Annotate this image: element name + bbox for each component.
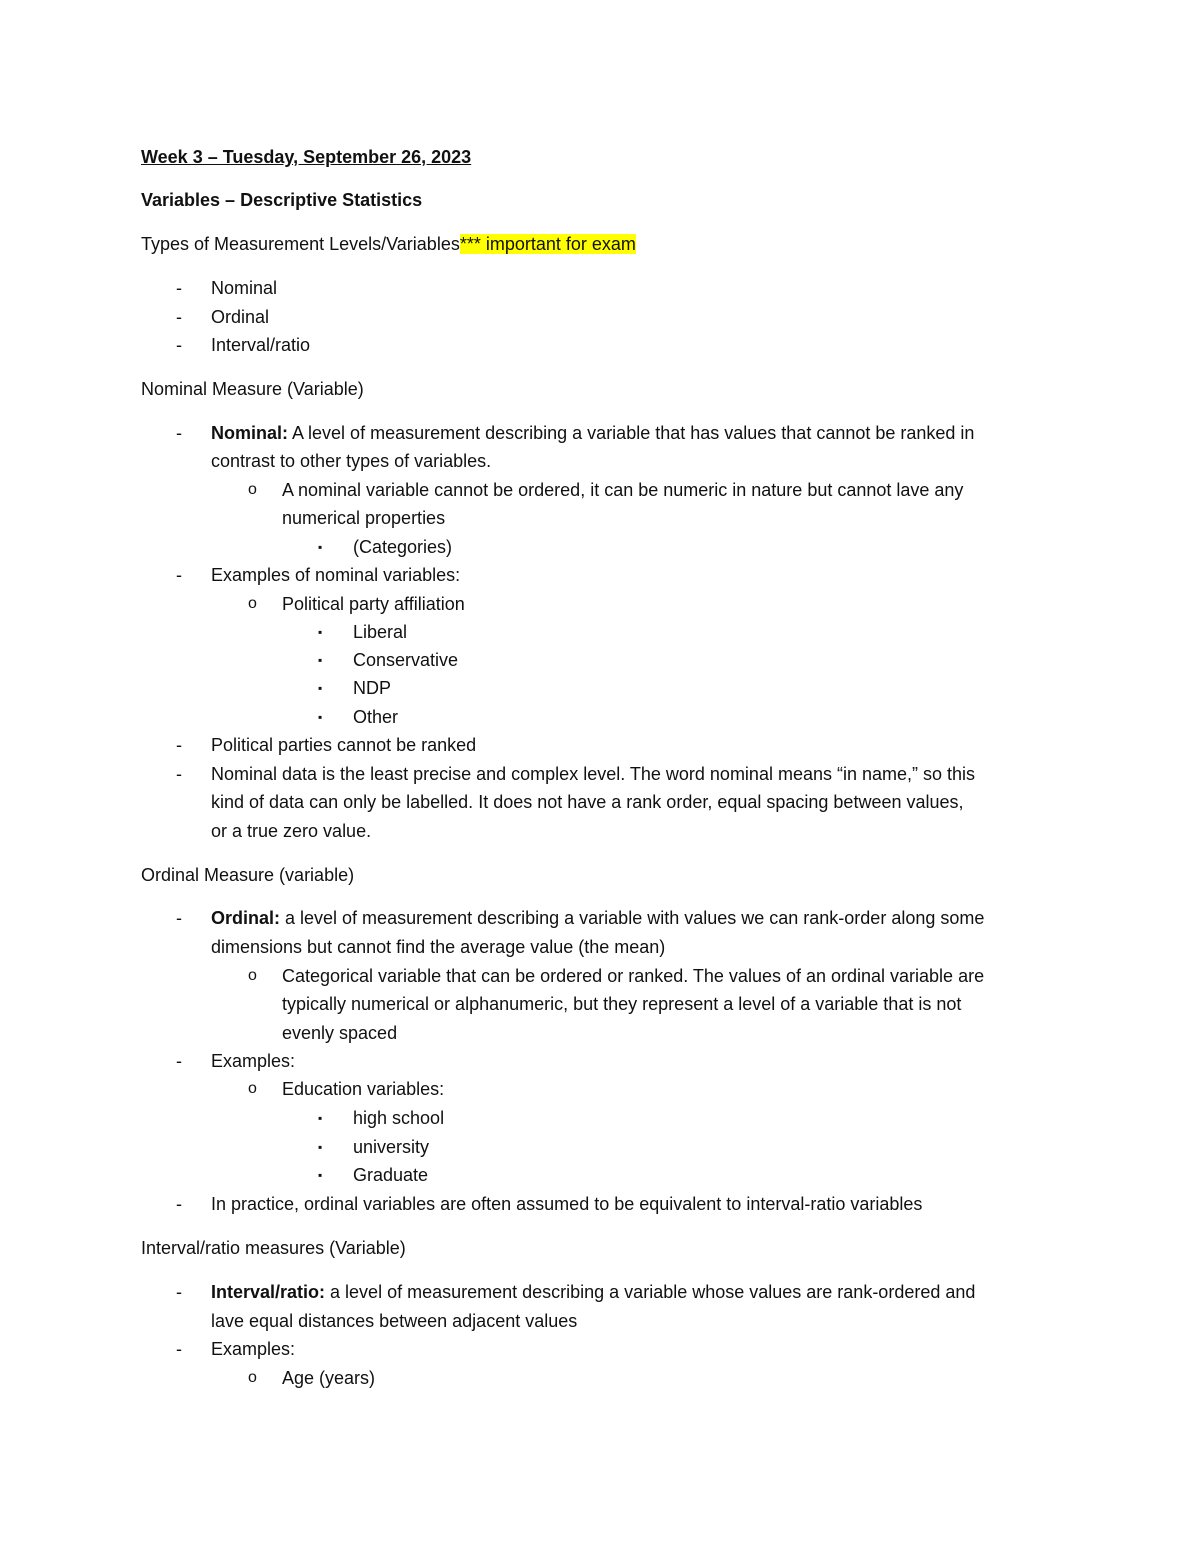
- section-heading-interval: Interval/ratio measures (Variable): [141, 1238, 406, 1258]
- list-item: Graduate: [353, 1165, 429, 1185]
- ordinal-definition: [211, 906, 984, 930]
- dash-bullet: -: [176, 908, 182, 928]
- dash-bullet: -: [176, 335, 182, 355]
- interval-examples-label: Examples:: [211, 1339, 296, 1359]
- types-heading: [141, 232, 636, 256]
- section-heading-ordinal: Ordinal Measure (variable): [141, 865, 355, 885]
- interval-definition-cont: lave equal distances between adjacent values: [211, 1311, 578, 1331]
- definition-text: A level of measurement describing a variable that has values that cannot be ranked in: [288, 423, 975, 443]
- list-item: Interval/ratio: [211, 335, 311, 355]
- dash-bullet: -: [176, 735, 182, 755]
- precision-note-cont: or a true zero value.: [211, 821, 372, 841]
- square-bullet: ▪: [318, 710, 323, 724]
- list-item: Age (years): [282, 1368, 376, 1388]
- practice-note: In practice, ordinal variables are often assumed to be equivalent to interval-ratio variables: [211, 1194, 923, 1214]
- list-item: Other: [353, 707, 399, 727]
- dash-bullet: -: [176, 764, 182, 784]
- list-item: Nominal: [211, 278, 278, 298]
- square-bullet: ▪: [318, 681, 323, 695]
- circle-bullet: o: [248, 1369, 257, 1386]
- square-bullet: ▪: [318, 540, 323, 554]
- types-heading-text: Types of Measurement Levels/Variables: [141, 234, 460, 254]
- definition-term: Ordinal:: [211, 908, 281, 928]
- dash-bullet: -: [176, 423, 182, 443]
- ordinal-definition-cont: dimensions but cannot find the average value (the mean): [211, 937, 666, 957]
- nominal-sub-point-cont: numerical properties: [282, 508, 446, 528]
- example-group: Education variables:: [282, 1079, 445, 1099]
- dash-bullet: -: [176, 1194, 182, 1214]
- dash-bullet: -: [176, 565, 182, 585]
- list-item: NDP: [353, 678, 392, 698]
- list-item: Ordinal: [211, 307, 270, 327]
- definition-term: Nominal:: [211, 423, 289, 443]
- circle-bullet: o: [248, 967, 257, 984]
- definition-text: a level of measurement describing a variable whose values are rank-ordered and: [325, 1282, 976, 1302]
- dash-bullet: -: [176, 307, 182, 327]
- categories-note: (Categories): [353, 537, 453, 557]
- square-bullet: ▪: [318, 625, 323, 639]
- nominal-definition: [211, 421, 974, 445]
- list-item: Conservative: [353, 650, 459, 670]
- precision-note-cont: kind of data can only be labelled. It does not have a rank order, equal spacing between values,: [211, 792, 964, 812]
- definition-term: Interval/ratio:: [211, 1282, 326, 1302]
- page-subtitle: Variables – Descriptive Statistics: [141, 190, 423, 210]
- dash-bullet: -: [176, 1339, 182, 1359]
- ordinal-sub-point-cont: evenly spaced: [282, 1023, 398, 1043]
- section-heading-nominal: Nominal Measure (Variable): [141, 379, 364, 399]
- interval-definition: [211, 1280, 975, 1304]
- page-title: Week 3 – Tuesday, September 26, 2023: [141, 147, 472, 167]
- nominal-examples-label: Examples of nominal variables:: [211, 565, 461, 585]
- dash-bullet: -: [176, 278, 182, 298]
- circle-bullet: o: [248, 481, 257, 498]
- dash-bullet: -: [176, 1282, 182, 1302]
- example-group: Political party affiliation: [282, 594, 465, 614]
- square-bullet: ▪: [318, 1111, 323, 1125]
- exam-highlight: *** important for exam: [459, 234, 636, 254]
- circle-bullet: o: [248, 595, 257, 612]
- nominal-sub-point: A nominal variable cannot be ordered, it can be numeric in nature but cannot lave any: [282, 480, 964, 500]
- nominal-definition-cont: contrast to other types of variables.: [211, 451, 492, 471]
- list-item: university: [353, 1137, 430, 1157]
- list-item: high school: [353, 1108, 445, 1128]
- square-bullet: ▪: [318, 653, 323, 667]
- ordinal-sub-point: Categorical variable that can be ordered or ranked. The values of an ordinal variable are: [282, 966, 985, 986]
- square-bullet: ▪: [318, 1168, 323, 1182]
- definition-text: a level of measurement describing a variable with values we can rank-order along some: [280, 908, 985, 928]
- ordinal-sub-point-cont: typically numerical or alphanumeric, but they represent a level of a variable that is not: [282, 994, 962, 1014]
- list-item: Liberal: [353, 622, 408, 642]
- precision-note: Nominal data is the least precise and complex level. The word nominal means “in name,” so this: [211, 764, 976, 784]
- dash-bullet: -: [176, 1051, 182, 1071]
- circle-bullet: o: [248, 1080, 257, 1097]
- ordinal-examples-label: Examples:: [211, 1051, 296, 1071]
- cannot-rank-note: Political parties cannot be ranked: [211, 735, 477, 755]
- square-bullet: ▪: [318, 1140, 323, 1154]
